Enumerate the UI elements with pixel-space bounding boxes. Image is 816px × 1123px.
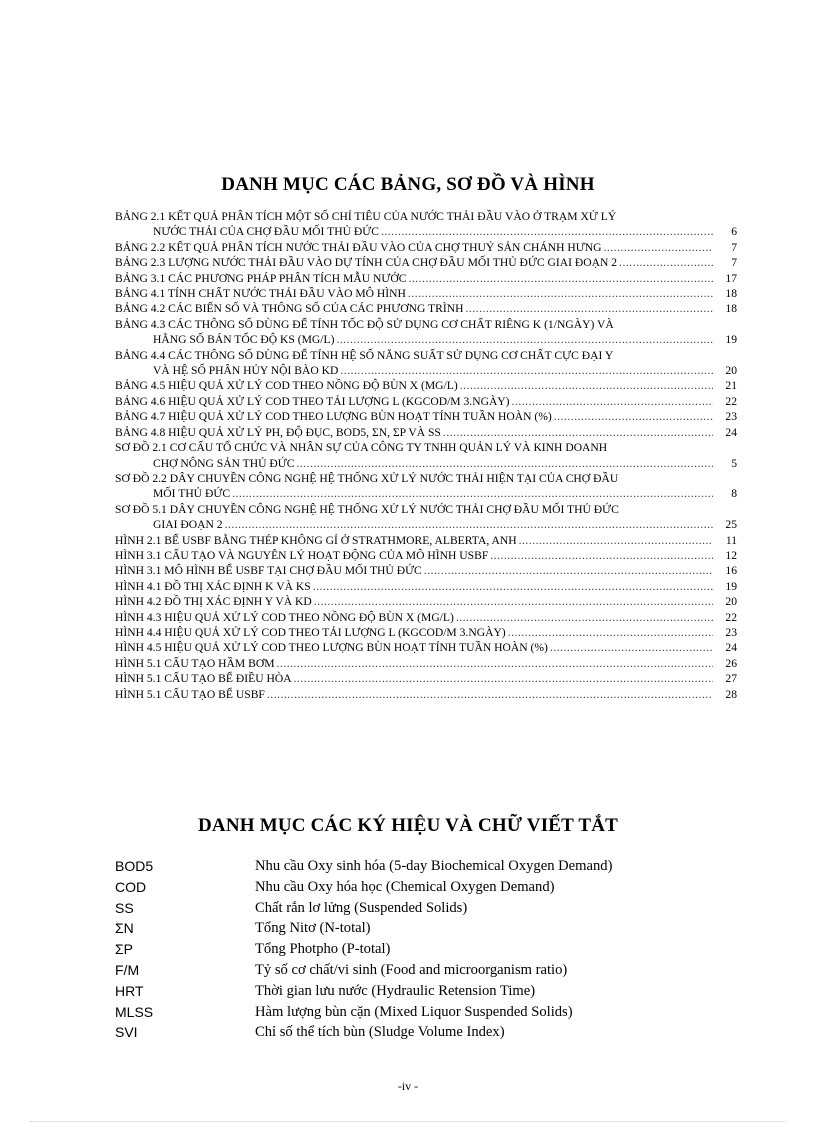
abbreviation-description: Nhu cầu Oxy sinh hóa (5-day Biochemical Oxygen Demand)	[255, 858, 613, 874]
abbreviation-row	[115, 960, 735, 981]
toc-page-number: 22	[725, 610, 737, 624]
toc-entry-text: BẢNG 4.2 CÁC BIẾN SỐ VÀ THÔNG SỐ CỦA CÁC PHƯƠNG TRÌNH	[115, 302, 464, 316]
abbreviation-row	[115, 877, 735, 898]
toc-entry[interactable]	[115, 240, 737, 255]
toc-entry[interactable]	[115, 317, 737, 348]
toc-entry-text: HÌNH 4.2 ĐỒ THỊ XÁC ĐỊNH Y VÀ KD	[115, 595, 312, 609]
toc-entry[interactable]	[115, 502, 737, 533]
abbreviation-term: MLSS	[115, 1003, 154, 1020]
toc-entry[interactable]	[115, 440, 737, 471]
toc-page-number: 20	[725, 595, 737, 609]
toc-page-number: 18	[725, 302, 737, 316]
toc-entry-text: SƠ ĐỒ 2.2 DÂY CHUYỀN CÔNG NGHỆ HỆ THỐNG XỬ LÝ NƯỚC THẢI HIỆN TẠI CỦA CHỢ ĐẦU	[115, 471, 619, 485]
toc-entry-text: HÌNH 3.1 MÔ HÌNH BỂ USBF TẠI CHỢ ĐẦU MỐI THỦ ĐỨC	[115, 564, 422, 578]
toc-leader-dots	[296, 456, 713, 471]
toc-entry[interactable]	[115, 301, 737, 316]
toc-page-number: 27	[725, 672, 737, 686]
toc-leader-dots	[424, 563, 713, 578]
abbreviation-term: COD	[115, 878, 147, 895]
abbreviation-description: Chất rắn lơ lửng (Suspended Solids)	[255, 899, 468, 916]
toc-entry[interactable]	[115, 610, 737, 625]
toc-page-number: 19	[725, 333, 737, 347]
toc-entry[interactable]	[115, 394, 737, 409]
toc-entry[interactable]	[115, 409, 737, 424]
toc-entry-text: CHỢ NÔNG SẢN THỦ ĐỨC	[153, 456, 295, 470]
abbreviation-description: Thời gian lưu nước (Hydraulic Retension Time)	[255, 982, 536, 999]
abbreviation-row	[115, 918, 735, 939]
toc-entry-text: NƯỚC THẢI CỦA CHỢ ĐẦU MỐI THỦ ĐỨC	[153, 225, 379, 239]
abbreviations-title: DANH MỤC CÁC KÝ HIỆU VÀ CHỮ VIẾT TẮT	[198, 815, 618, 836]
toc-entry-text: GIAI ĐOẠN 2	[153, 518, 223, 532]
toc-entry-text: MỐI THỦ ĐỨC	[153, 487, 231, 501]
toc-entry[interactable]	[115, 378, 737, 393]
toc-leader-dots	[490, 548, 713, 563]
toc-entry-text: BẢNG 3.1 CÁC PHƯƠNG PHÁP PHÂN TÍCH MẪU NƯỚC	[115, 271, 407, 285]
toc-entry-text: HÌNH 4.1 ĐỒ THỊ XÁC ĐỊNH K VÀ KS	[115, 579, 311, 593]
toc-entry-text: BẢNG 4.3 CÁC THÔNG SỐ DÙNG ĐỂ TÍNH TỐC ĐỘ SỬ DỤNG CƠ CHẤT RIÊNG K (1/NGÀY) VÀ	[115, 317, 614, 331]
toc-page-number: 17	[725, 271, 737, 285]
toc-page-number: 7	[731, 240, 737, 254]
abbreviation-row	[115, 856, 735, 877]
toc-leader-dots	[603, 240, 713, 255]
tables-list-title: DANH MỤC CÁC BẢNG, SƠ ĐỒ VÀ HÌNH	[221, 174, 595, 195]
toc-entry[interactable]	[115, 594, 737, 609]
toc-page-number: 20	[725, 364, 737, 378]
toc-leader-dots	[550, 640, 713, 655]
toc-entry[interactable]	[115, 286, 737, 301]
toc-leader-dots	[267, 687, 713, 702]
toc-leader-dots	[443, 425, 713, 440]
toc-entry-text: BẢNG 4.7 HIỆU QUẢ XỬ LÝ COD THEO LƯỢNG BÙN HOẠT TÍNH TUẦN HOÀN (%)	[115, 410, 552, 424]
toc-entry[interactable]	[115, 563, 737, 578]
toc-entry-text: SƠ ĐỒ 2.1 CƠ CẤU TỔ CHỨC VÀ NHÂN SỰ CỦA CÔNG TY TNHH QUẢN LÝ VÀ KINH DOANH	[115, 441, 608, 455]
abbreviation-term: BOD5	[115, 858, 154, 874]
toc-leader-dots	[512, 394, 713, 409]
toc-entry-text: HÌNH 5.1 CẤU TẠO BỂ ĐIỀU HÒA	[115, 672, 292, 686]
toc-page-number: 12	[725, 548, 737, 562]
toc-page-number: 6	[731, 225, 737, 239]
toc-page-number: 11	[725, 533, 737, 547]
toc-page-number: 18	[725, 287, 737, 301]
toc-entry-text: HÌNH 5.1 CẤU TẠO HẦM BƠM	[115, 656, 275, 670]
toc-leader-dots	[277, 656, 713, 671]
toc-entry-text: BẢNG 4.4 CÁC THÔNG SỐ DÙNG ĐỂ TÍNH HỆ SỐ NĂNG SUẤT SỬ DỤNG CƠ CHẤT CỰC ĐẠI Y	[115, 348, 614, 362]
toc-entry-text: VÀ HỆ SỐ PHÂN HỦY NỘI BÀO KD	[153, 364, 339, 378]
toc-page-number: 24	[725, 425, 737, 439]
toc-leader-dots	[460, 378, 713, 393]
toc-entry[interactable]	[115, 687, 737, 702]
toc-leader-dots	[408, 286, 713, 301]
toc-leader-dots	[340, 363, 713, 378]
toc-leader-dots	[519, 533, 713, 548]
toc-entry-text: BẢNG 4.5 HIỆU QUẢ XỬ LÝ COD THEO NỒNG ĐỘ BÙN X (MG/L)	[115, 379, 458, 393]
toc-entry[interactable]	[115, 656, 737, 671]
toc-page-number: 28	[725, 687, 737, 701]
toc-entry[interactable]	[115, 425, 737, 440]
abbreviation-description: Tỷ số cơ chất/vi sinh (Food and microorganism ratio)	[255, 961, 568, 978]
toc-leader-dots	[508, 625, 713, 640]
abbreviation-row	[115, 1002, 735, 1023]
abbreviation-description: Tổng Photpho (P-total)	[255, 941, 391, 958]
abbreviation-term: SVI	[115, 1024, 138, 1041]
toc-leader-dots	[313, 579, 713, 594]
toc-entry-text: HẰNG SỐ BÁN TỐC ĐỘ KS (MG/L)	[153, 333, 335, 347]
toc-entry-text: HÌNH 5.1 CẤU TẠO BỂ USBF	[115, 687, 265, 701]
toc-entry[interactable]	[115, 671, 737, 686]
toc-entry-text: BẢNG 2.1 KẾT QUẢ PHÂN TÍCH MỘT SỐ CHỈ TIÊU CỦA NƯỚC THẢI ĐẦU VÀO Ở TRẠM XỬ LÝ	[115, 210, 617, 223]
toc-leader-dots	[294, 671, 713, 686]
toc-leader-dots	[225, 517, 713, 532]
abbreviations-list	[115, 856, 735, 1043]
abbreviation-description: Nhu cầu Oxy hóa học (Chemical Oxygen Demand)	[255, 878, 555, 895]
toc-entry-text: BẢNG 2.2 KẾT QUẢ PHÂN TÍCH NƯỚC THẢI ĐẦU VÀO CỦA CHỢ THUỶ SẢN CHÁNH HƯNG	[115, 240, 602, 254]
toc-entry[interactable]	[115, 348, 737, 379]
toc-page-number: 23	[725, 625, 737, 639]
toc-entry[interactable]	[115, 625, 737, 640]
toc-entry-text: SƠ ĐỒ 5.1 DÂY CHUYỀN CÔNG NGHỆ HỆ THỐNG XỬ LÝ NƯỚC THẢI CHỢ ĐẦU MỐI THỦ ĐỨC	[115, 502, 619, 516]
toc-entry[interactable]	[115, 271, 737, 286]
toc-page-number: 23	[725, 410, 737, 424]
toc-entry-text: BẢNG 4.8 HIỆU QUẢ XỬ LÝ PH, ĐỘ ĐỤC, BOD5, ΣN, ΣP VÀ SS	[115, 425, 441, 439]
abbreviation-term: SS	[115, 899, 134, 916]
toc-page-number: 21	[725, 379, 737, 393]
toc-entry[interactable]	[115, 579, 737, 594]
toc-entry[interactable]	[115, 640, 737, 655]
toc-entry[interactable]	[115, 209, 737, 240]
toc-leader-dots	[619, 255, 713, 270]
toc-entry[interactable]	[115, 548, 737, 563]
toc-leader-dots	[408, 271, 713, 286]
toc-leader-dots	[336, 332, 713, 347]
toc-entry-text: BẢNG 2.3 LƯỢNG NƯỚC THẢI ĐẦU VÀO DỰ TÍNH CỦA CHỢ ĐẦU MỐI THỦ ĐỨC GIAI ĐOẠN 2	[115, 256, 618, 270]
toc-entry-text: HÌNH 3.1 CẤU TẠO VÀ NGUYÊN LÝ HOẠT ĐỘNG CỦA MÔ HÌNH USBF	[115, 548, 489, 562]
abbreviation-term: HRT	[115, 982, 144, 999]
toc-entry-text: HÌNH 4.4 HIỆU QUẢ XỬ LÝ COD THEO TẢI LƯỢNG L (KGCOD/M 3.NGÀY)	[115, 625, 506, 639]
toc-page-number: 24	[725, 641, 737, 655]
abbreviation-row	[115, 1022, 735, 1043]
abbreviation-description: Chỉ số thể tích bùn (Sludge Volume Index)	[255, 1024, 505, 1041]
toc-leader-dots	[554, 409, 713, 424]
toc-page-number: 26	[725, 656, 737, 670]
toc-page-number: 7	[731, 256, 737, 270]
toc-page-number: 22	[725, 394, 737, 408]
abbreviation-description: Tổng Nitơ (N-total)	[255, 920, 371, 937]
toc-entry-text: HÌNH 2.1 BỂ USBF BẰNG THÉP KHÔNG GỈ Ở STRATHMORE, ALBERTA, ANH	[115, 533, 517, 547]
toc-leader-dots	[456, 610, 713, 625]
tables-figures-list	[115, 209, 737, 702]
page-bottom-rule	[30, 1121, 786, 1122]
abbreviation-row	[115, 981, 735, 1002]
toc-entry-text: HÌNH 4.3 HIỆU QUẢ XỬ LÝ COD THEO NỒNG ĐỘ BÙN X (MG/L)	[115, 610, 454, 624]
abbreviation-term: ΣN	[115, 920, 134, 937]
toc-leader-dots	[381, 224, 713, 239]
abbreviation-term: ΣP	[115, 941, 133, 958]
toc-leader-dots	[232, 486, 713, 501]
toc-entry[interactable]	[115, 255, 737, 270]
abbreviation-row	[115, 898, 735, 919]
abbreviation-description: Hàm lượng bùn cặn (Mixed Liquor Suspended Solids)	[255, 1003, 573, 1020]
toc-entry-text: BẢNG 4.6 HIỆU QUẢ XỬ LÝ COD THEO TẢI LƯỢNG L (KGCOD/M 3.NGÀY)	[115, 394, 510, 408]
toc-leader-dots	[465, 301, 713, 316]
toc-entry[interactable]	[115, 533, 737, 548]
abbreviation-term: F/M	[115, 961, 140, 978]
toc-page-number: 16	[725, 564, 737, 578]
toc-page-number: 8	[731, 487, 737, 501]
toc-entry[interactable]	[115, 471, 737, 502]
toc-page-number: 19	[725, 579, 737, 593]
toc-page-number: 25	[725, 518, 737, 532]
page-number: -iv -	[397, 1079, 419, 1093]
toc-leader-dots	[314, 594, 713, 609]
toc-entry-text: HÌNH 4.5 HIỆU QUẢ XỬ LÝ COD THEO LƯỢNG BÙN HOẠT TÍNH TUẦN HOÀN (%)	[115, 641, 548, 655]
abbreviation-row	[115, 939, 735, 960]
toc-entry-text: BẢNG 4.1 TÍNH CHẤT NƯỚC THẢI ĐẦU VÀO MÔ HÌNH	[115, 287, 406, 301]
toc-page-number: 5	[731, 456, 737, 470]
